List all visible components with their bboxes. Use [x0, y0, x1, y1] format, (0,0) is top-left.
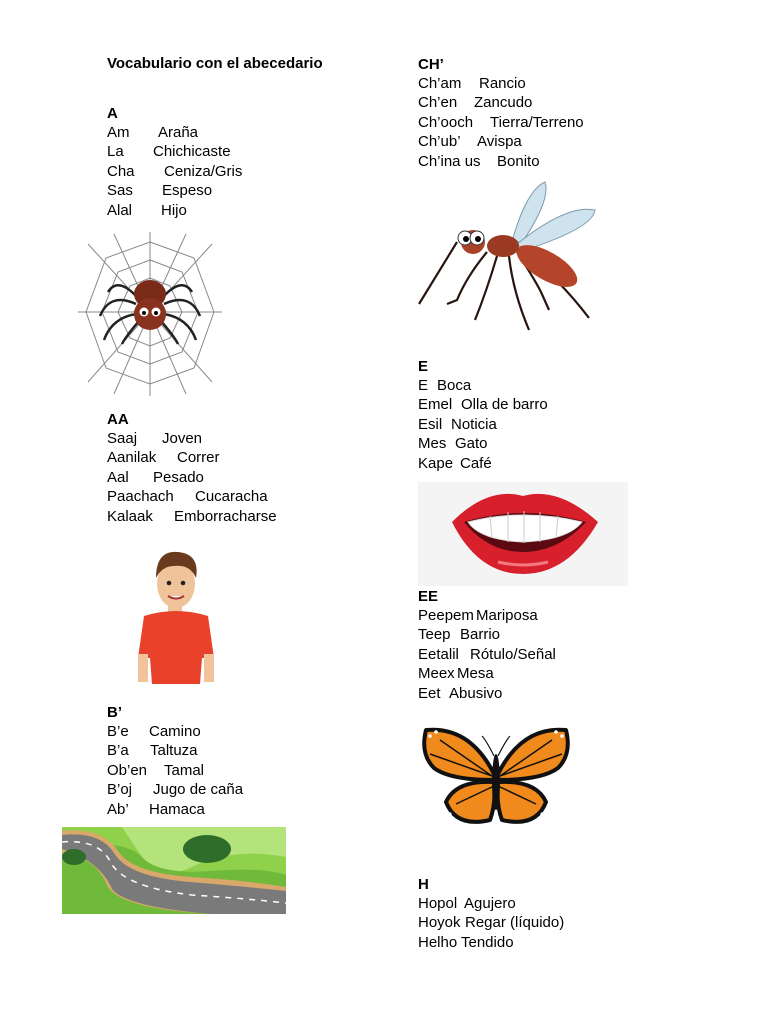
vocab-row — [418, 132, 584, 151]
vocab-row — [107, 142, 242, 161]
word: E — [418, 377, 429, 394]
word: Ch’ina us — [418, 152, 481, 170]
page-title: Vocabulario con el abecedario — [107, 55, 323, 72]
vocab-row — [418, 93, 584, 112]
word: Peepem — [418, 607, 474, 624]
meaning: Chichicaste — [153, 143, 231, 161]
word: La — [107, 143, 124, 161]
meaning: Jugo de caña — [153, 781, 244, 799]
meaning: Rancio — [479, 75, 526, 92]
meaning: Rótulo/Señal — [470, 645, 556, 663]
word: Hoyok — [418, 914, 461, 932]
word: Meex — [418, 665, 455, 683]
meaning: Espeso — [162, 182, 213, 200]
section-aa — [107, 410, 277, 526]
meaning: Zancudo — [474, 94, 533, 112]
vocab-row — [418, 74, 584, 93]
butterfly-illustration — [420, 724, 572, 830]
vocab-row — [107, 468, 277, 487]
lips-illustration — [418, 482, 628, 586]
section-h — [418, 875, 564, 952]
word: Ch’ub’ — [418, 133, 461, 151]
section-a — [107, 104, 242, 220]
vocab-row — [418, 645, 556, 664]
word: Sas — [107, 182, 133, 200]
section-heading: H — [418, 876, 429, 893]
word: Alal — [107, 201, 133, 219]
vocab-row — [107, 162, 242, 181]
vocab-row — [107, 800, 243, 819]
meaning: Tamal — [164, 761, 205, 779]
meaning: Noticia — [451, 415, 497, 433]
meaning: Camino — [149, 723, 201, 740]
vocab-row — [107, 487, 277, 506]
word: Ab’ — [107, 800, 129, 818]
word: Esil — [418, 415, 443, 433]
meaning: Hijo — [161, 201, 187, 219]
meaning: Regar (líquido) — [465, 914, 565, 932]
meaning: Mesa — [457, 665, 494, 683]
word: Paachach — [107, 488, 174, 506]
section-heading: B’ — [107, 704, 122, 721]
word: B’oj — [107, 781, 133, 799]
section-heading: EE — [418, 588, 439, 605]
section-ee — [418, 587, 556, 703]
section-e — [418, 357, 548, 473]
section-heading: CH’ — [418, 56, 444, 73]
meaning: Tendido — [461, 933, 514, 951]
meaning: Boca — [437, 377, 472, 394]
word: Saaj — [107, 430, 138, 447]
word: B’e — [107, 723, 129, 740]
word: Eet — [418, 684, 441, 702]
meaning: Avispa — [477, 133, 522, 151]
vocab-row — [107, 761, 243, 780]
meaning: Joven — [162, 430, 203, 447]
meaning: Gato — [455, 435, 488, 453]
vocab-row — [418, 376, 548, 395]
word: Mes — [418, 435, 447, 453]
vocab-row — [107, 448, 277, 467]
road-illustration — [62, 827, 286, 914]
word: Kape — [418, 454, 454, 472]
vocab-row — [418, 454, 548, 473]
meaning: Ceniza/Gris — [164, 162, 243, 180]
section-b — [107, 703, 243, 819]
meaning: Emborracharse — [174, 507, 277, 525]
meaning: Agujero — [464, 895, 516, 912]
word: Ch’ooch — [418, 113, 474, 131]
meaning: Olla de barro — [461, 396, 548, 414]
word: Kalaak — [107, 507, 153, 525]
meaning: Taltuza — [150, 742, 198, 760]
vocab-row — [418, 415, 548, 434]
vocab-row — [418, 606, 556, 625]
word: Hopol — [418, 895, 458, 912]
section-heading: AA — [107, 411, 129, 428]
word: Aanilak — [107, 449, 157, 467]
meaning: Correr — [177, 449, 220, 467]
meaning: Hamaca — [149, 800, 205, 818]
vocab-row — [418, 152, 584, 171]
vocab-row — [418, 684, 556, 703]
word: Ch’en — [418, 94, 458, 112]
word: Aal — [107, 468, 129, 486]
vocab-row — [107, 722, 243, 741]
boy-illustration — [122, 546, 230, 684]
vocab-row — [418, 913, 564, 932]
section-heading: E — [418, 358, 429, 375]
vocab-row — [418, 395, 548, 414]
word: B’a — [107, 742, 129, 760]
vocab-row — [418, 933, 564, 952]
word: Eetalil — [418, 645, 459, 663]
meaning: Tierra/Terreno — [490, 113, 584, 131]
word: Ch’am — [418, 75, 462, 92]
word: Helho — [418, 933, 458, 951]
meaning: Barrio — [460, 626, 501, 644]
meaning: Mariposa — [476, 607, 538, 624]
meaning: Abusivo — [449, 684, 503, 702]
section-ch — [418, 55, 584, 171]
word: Emel — [418, 396, 453, 414]
meaning: Bonito — [497, 152, 540, 170]
spider-illustration — [78, 232, 222, 396]
vocab-row — [107, 741, 243, 760]
meaning: Cucaracha — [195, 488, 268, 506]
word: Ob’en — [107, 761, 148, 779]
vocab-row — [107, 123, 242, 142]
vocab-row — [418, 113, 584, 132]
vocab-row — [107, 780, 243, 799]
word: Teep — [418, 626, 451, 644]
word: Cha — [107, 162, 135, 180]
vocab-row — [107, 201, 242, 220]
vocab-row — [418, 664, 556, 683]
vocab-row — [418, 434, 548, 453]
meaning: Café — [460, 454, 492, 472]
vocab-row — [107, 181, 242, 200]
vocab-row — [107, 429, 277, 448]
section-heading: A — [107, 105, 118, 122]
vocab-row — [418, 625, 556, 644]
meaning: Pesado — [153, 468, 204, 486]
vocab-row — [418, 894, 564, 913]
word: Am — [107, 124, 130, 141]
mosquito-illustration — [417, 180, 599, 336]
vocab-row — [107, 507, 277, 526]
meaning: Araña — [158, 124, 199, 141]
